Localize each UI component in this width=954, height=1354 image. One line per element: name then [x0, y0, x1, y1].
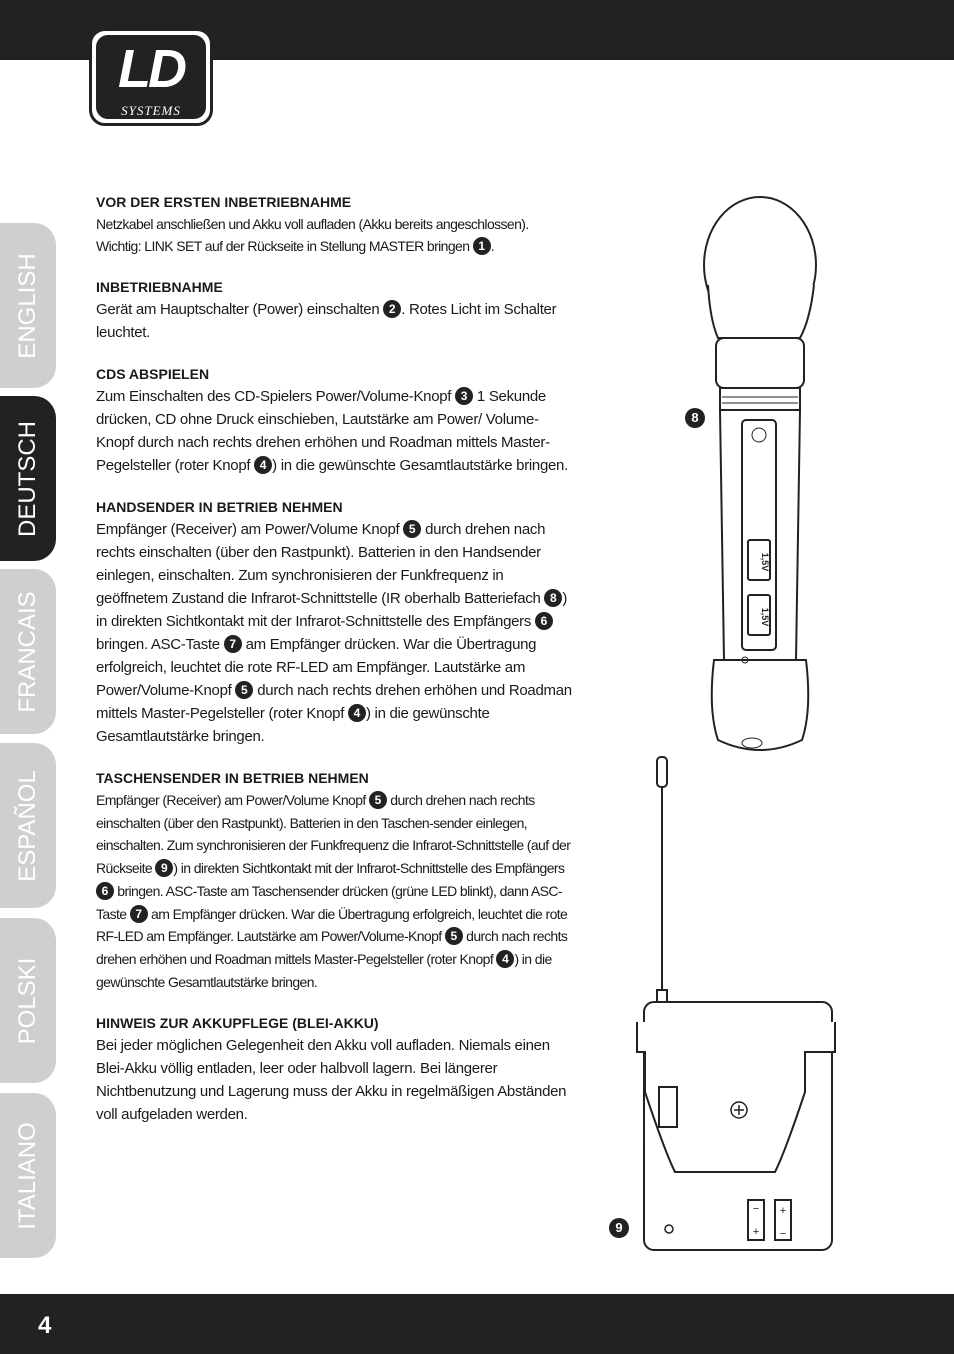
tab-label: ESPAÑOL — [14, 769, 41, 882]
bodypack-transmitter-illustration — [635, 752, 840, 1257]
section-body — [96, 213, 576, 257]
text-run: . — [490, 238, 494, 254]
number-badge: 5 — [369, 791, 387, 809]
section-heading: TASCHENSENDER IN BETRIEB NEHMEN — [96, 770, 369, 786]
callout-9: 9 — [609, 1218, 629, 1238]
logo-systems-text: SYSTEMS — [121, 103, 181, 118]
number-badge: 4 — [254, 456, 272, 474]
tab-label: POLSKI — [14, 957, 41, 1044]
section-hinweis-akkupflege — [96, 1015, 576, 1126]
text-run: ) in die gewünschte Gesamtlautstärke bringen. — [96, 705, 490, 745]
section-body: Bei jeder möglichen Gelegenheit den Akku voll aufladen. Niemals einen Blei-Akku völlig entladen, leer oder halbvoll lagern. Bei längerer Nichtbenutzung und Lagerung muss der Akku in regelmäßigen Abständen voll aufgeladen werden. — [96, 1037, 567, 1124]
number-badge: 2 — [383, 300, 401, 318]
number-badge: 1 — [473, 237, 491, 255]
battery-1-minus: − — [752, 1203, 760, 1215]
section-heading: HINWEIS ZUR AKKUPFLEGE (BLEI-AKKU) — [96, 1015, 379, 1032]
text-run: . Rotes Licht im Schalter leuchtet. — [96, 301, 557, 341]
page-number: 4 — [38, 1312, 52, 1339]
number-badge: 7 — [224, 635, 242, 653]
section-handsender — [96, 499, 576, 748]
ir-window — [659, 1087, 677, 1127]
callout-8: 8 — [685, 408, 705, 428]
section-vor-der-ersten-inbetriebnahme — [96, 194, 576, 257]
text-run: durch nach rechts drehen erhöhen und Roadman mittels Master-Pegelsteller (roter Knopf — [96, 928, 568, 967]
battery-1-plus: + — [752, 1226, 760, 1238]
battery-1-label: 1,5V — [760, 552, 770, 572]
section-body — [96, 298, 576, 344]
tab-italiano[interactable] — [0, 1093, 56, 1258]
text-run: Empfänger (Receiver) am Power/Volume Knopf — [96, 521, 404, 538]
text-run: Empfänger (Receiver) am Power/Volume Knopf — [96, 792, 369, 808]
main-text-column — [96, 194, 576, 1148]
tab-francais[interactable] — [0, 569, 56, 734]
text-run: ) in direkten Sichtkontakt mit der Infrarot-Schnittstelle des Empfängers — [96, 590, 568, 630]
text-run: bringen. ASC-Taste am Taschensender drücken (grüne LED blinkt), dann ASC-Taste — [96, 882, 562, 922]
section-body — [96, 789, 576, 993]
number-badge: 6 — [535, 612, 553, 630]
mic-grille-lower — [708, 285, 814, 338]
section-heading: HANDSENDER IN BETRIEB NEHMEN — [96, 499, 343, 515]
number-badge: 5 — [403, 520, 421, 538]
text-run: am Empfänger drücken. War die Übertragung erfolgreich, leuchtet die rote RF-LED am Empfänger. Lautstärke am Power/Volume-Knopf — [96, 636, 537, 699]
number-badge: 4 — [348, 704, 366, 722]
text-run: am Empfänger drücken. War die Übertragung erfolgreich, leuchtet die rote RF-LED am Empfänger. Lautstärke am Power/Volume-Knopf — [96, 905, 568, 945]
section-body — [96, 518, 576, 748]
text-run: ) in die gewünschte Gesamtlautstärke bringen. — [272, 457, 568, 474]
number-badge: 3 — [455, 387, 473, 405]
text-run: Gerät am Hauptschalter (Power) einschalten — [96, 301, 384, 318]
section-heading: VOR DER ERSTEN INBETRIEBNAHME — [96, 194, 352, 210]
text-run: bringen. ASC-Taste — [96, 636, 224, 653]
section-cds-abspielen — [96, 366, 576, 477]
tab-english[interactable] — [0, 223, 56, 388]
section-taschensender — [96, 770, 576, 993]
battery-2-plus: + — [779, 1205, 787, 1217]
text-run: durch drehen nach rechts einschalten (über den Rastpunkt). Batterien in den Handsender einlegen, einschalten. Zum synchronisieren der Funkfrequenz in geöffnetem Zustand die Infrarot-Schnittstelle (IR oberhalb Batteriefach — [96, 521, 546, 607]
number-badge: 7 — [130, 905, 148, 923]
mic-bottom-cap — [712, 660, 809, 750]
mic-upper-ring — [716, 338, 804, 388]
section-heading: INBETRIEBNAHME — [96, 279, 223, 295]
number-badge: 8 — [544, 589, 562, 607]
section-heading: CDS ABSPIELEN — [96, 366, 210, 382]
text-run: ) in die gewünschte Gesamtlautstärke bringen. — [96, 950, 552, 990]
text-run: Zum Einschalten des CD-Spielers Power/Volume-Knopf — [96, 388, 456, 405]
text-run: Netzkabel anschließen und Akku voll aufladen (Akku bereits angeschlossen). Wichtig: LINK SET auf der Rückseite in Stellung MASTER bringen — [96, 216, 529, 254]
text-run: 1 Sekunde drücken, CD ohne Druck einschieben, Lautstärke am Power/ Volume-Knopf durch nach rechts drehen erhöhen und Roadman mittels Master-Pegelsteller (roter Knopf — [96, 388, 550, 474]
tab-label: ENGLISH — [14, 252, 41, 359]
ld-systems-logo — [89, 28, 213, 126]
logo-ld-text: LD — [118, 39, 184, 99]
mic-thread-ring — [720, 388, 800, 410]
antenna-base — [657, 990, 667, 1002]
tab-espanol[interactable] — [0, 743, 56, 908]
text-run: durch drehen nach rechts einschalten (über den Rastpunkt). Batterien in den Taschen-sender einlegen, einschalten. Zum synchronisieren der Funkfrequenz die Infrarot-Schnittstelle (auf der Rückseite — [96, 792, 571, 877]
tab-label: DEUTSCH — [14, 420, 41, 537]
tab-polski[interactable] — [0, 918, 56, 1083]
handheld-microphone-illustration — [690, 190, 830, 760]
text-run: ) in direkten Sichtkontakt mit der Infrarot-Schnittstelle des Empfängers — [173, 860, 565, 877]
number-badge: 6 — [96, 882, 114, 900]
text-run: durch nach rechts drehen erhöhen und Roadman mittels Master-Pegelsteller (roter Knopf — [96, 682, 572, 722]
tab-label: ITALIANO — [14, 1121, 41, 1230]
antenna-tip — [657, 757, 667, 787]
section-body — [96, 385, 576, 477]
number-badge: 5 — [235, 681, 253, 699]
tab-label: FRANCAIS — [14, 590, 41, 713]
tab-deutsch[interactable] — [0, 396, 56, 561]
number-badge: 9 — [155, 859, 173, 877]
section-inbetriebnahme — [96, 279, 576, 344]
battery-2-label: 1,5V — [760, 607, 770, 627]
number-badge: 5 — [445, 927, 463, 945]
bottom-bar — [0, 1294, 954, 1354]
logo-plate — [96, 35, 206, 119]
battery-2-minus: − — [779, 1228, 787, 1240]
number-badge: 4 — [496, 950, 514, 968]
